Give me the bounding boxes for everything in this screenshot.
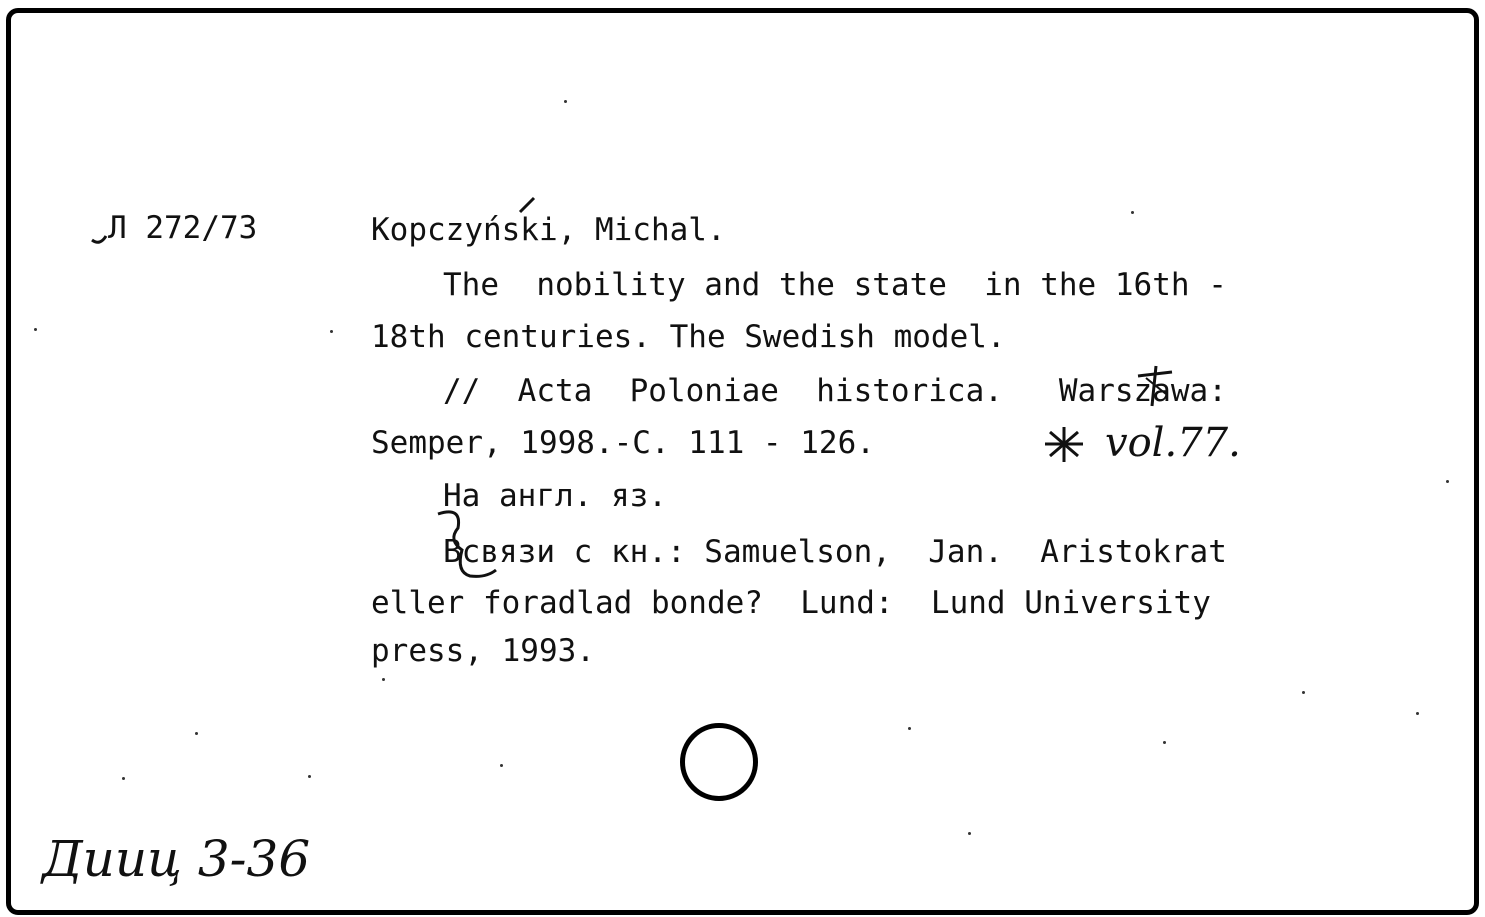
- author-heading: Kopczyński, Michal.: [371, 212, 726, 248]
- dust-speck: [908, 727, 911, 730]
- dust-speck: [1131, 211, 1134, 214]
- dust-speck: [564, 100, 567, 103]
- dust-speck: [1446, 480, 1449, 483]
- dust-speck: [330, 330, 333, 333]
- call-number: Л 272/73: [108, 210, 258, 246]
- punch-hole: [680, 723, 758, 801]
- dust-speck: [1163, 741, 1166, 744]
- dust-speck: [308, 775, 311, 778]
- dust-speck: [1302, 691, 1305, 694]
- series-line-1: // Acta Poloniae historica. Warszawa:: [443, 373, 1227, 409]
- dust-speck: [195, 732, 198, 735]
- dust-speck: [500, 764, 503, 767]
- language-note: На англ. яз.: [443, 478, 667, 514]
- dust-speck: [122, 777, 125, 780]
- handwritten-shelf-code: Дииц 3-36: [42, 830, 311, 888]
- handwritten-volume: vol.77.: [1105, 420, 1241, 466]
- series-line-2: Semper, 1998.-C. 111 - 126.: [371, 425, 875, 461]
- dust-speck: [1416, 712, 1419, 715]
- related-work-line-2: eller foradlad bonde? Lund: Lund University: [371, 585, 1211, 621]
- dust-speck: [968, 832, 971, 835]
- related-work-line-3: press, 1993.: [371, 633, 595, 669]
- title-line-1: The nobility and the state in the 16th -: [443, 267, 1227, 303]
- dust-speck: [382, 678, 385, 681]
- related-work-line-1: Всвязи с кн.: Samuelson, Jan. Aristokrat: [443, 534, 1227, 570]
- title-line-2: 18th centuries. The Swedish model.: [371, 319, 1006, 355]
- dust-speck: [34, 328, 37, 331]
